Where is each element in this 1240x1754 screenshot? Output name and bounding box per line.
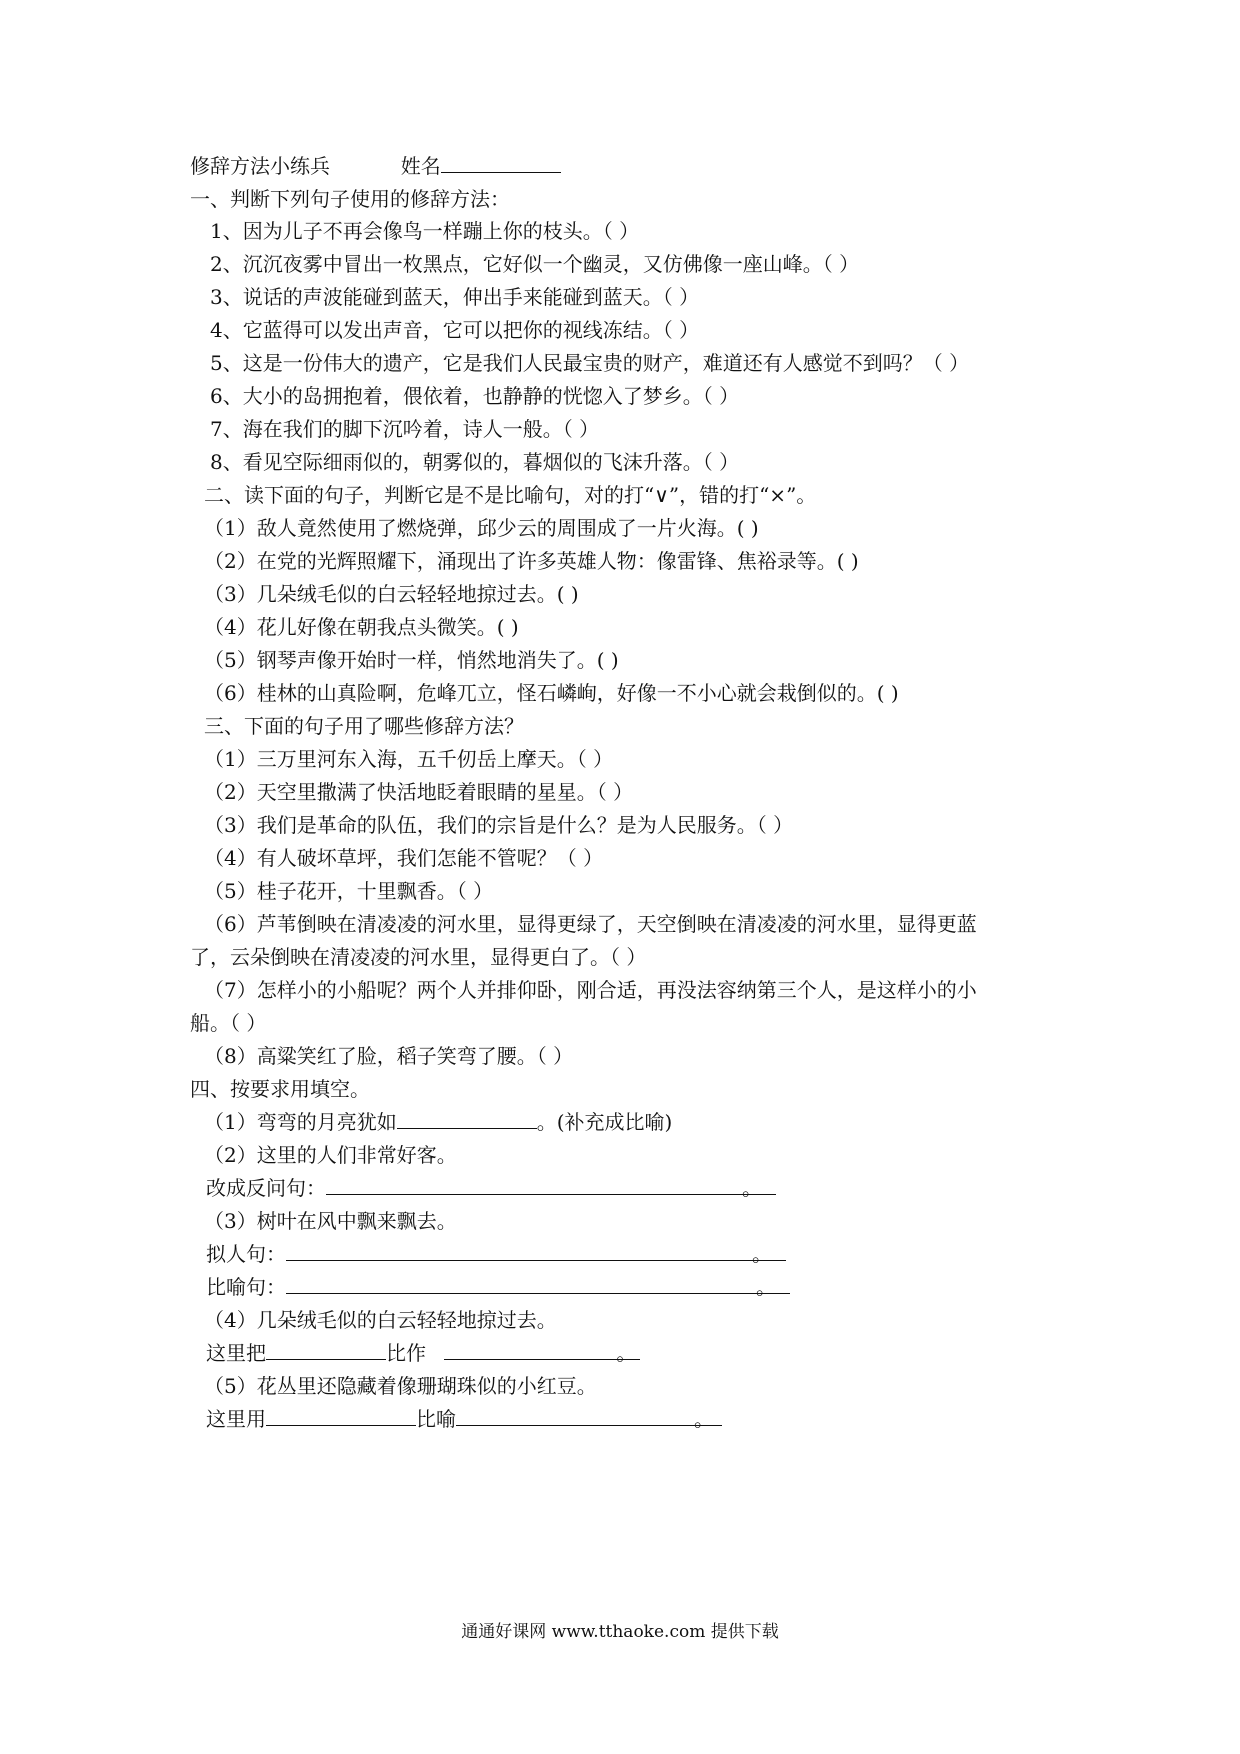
section2-item: （3）几朵绒毛似的白云轻轻地掠过去。( ) [204, 582, 579, 606]
page-title-row [190, 152, 561, 180]
section2-heading: 二、读下面的句子，判断它是不是比喻句，对的打“∨”，错的打“×”。 [204, 483, 817, 507]
q2-blank[interactable] [326, 1174, 776, 1200]
section4-q5: （5）花丛里还隐藏着像珊瑚珠似的小红豆。 [204, 1374, 597, 1398]
name-label: 姓名 [400, 154, 441, 178]
name-blank[interactable] [441, 152, 561, 173]
q1-prefix: （1）弯弯的月亮犹如 [204, 1110, 397, 1134]
section4-q1 [204, 1108, 672, 1136]
section1-item: 4、它蓝得可以发出声音，它可以把你的视线冻结。（ ） [210, 318, 700, 342]
section3-item-continued: 船。（ ） [190, 1011, 267, 1035]
section4-q3-answer-a [206, 1240, 786, 1268]
section1-item: 7、海在我们的脚下沉吟着，诗人一般。（ ） [210, 417, 600, 441]
q2-label: 改成反问句： [206, 1176, 326, 1200]
q3-period-b: 。 [756, 1275, 776, 1299]
q5-blank-b[interactable] [456, 1405, 722, 1431]
page-title: 修辞方法小练兵 [190, 154, 330, 178]
section4-heading: 四、按要求用填空。 [190, 1077, 370, 1101]
section1-item: 1、因为儿子不再会像鸟一样蹦上你的枝头。（ ） [210, 219, 640, 243]
section3-item: （6）芦苇倒映在清凌凌的河水里，显得更绿了，天空倒映在清凌凌的河水里，显得更蓝 [204, 912, 977, 936]
section2-item: （2）在党的光辉照耀下，涌现出了许多英雄人物：像雷锋、焦裕录等。( ) [204, 549, 859, 573]
section2-item: （1）敌人竟然使用了燃烧弹，邱少云的周围成了一片火海。( ) [204, 516, 759, 540]
section3-item-continued: 了，云朵倒映在清凌凌的河水里，显得更白了。（ ） [190, 945, 647, 969]
section3-item: （1）三万里河东入海，五千仞岳上摩天。（ ） [204, 747, 614, 771]
section3-item: （2）天空里撒满了快活地眨着眼睛的星星。（ ） [204, 780, 634, 804]
section1-item: 5、这是一份伟大的遗产，它是我们人民最宝贵的财产，难道还有人感觉不到吗？（ ） [210, 351, 970, 375]
section1-item: 3、说话的声波能碰到蓝天，伸出手来能碰到蓝天。（ ） [210, 285, 700, 309]
section2-item: （5）钢琴声像开始时一样，悄然地消失了。( ) [204, 648, 619, 672]
q3-blank-a[interactable] [286, 1240, 786, 1266]
section4-q2-answer [206, 1174, 776, 1202]
section4-q5-answer [206, 1405, 722, 1433]
section3-item: （8）高粱笑红了脸，稻子笑弯了腰。（ ） [204, 1044, 574, 1068]
section3-item: （5）桂子花开，十里飘香。（ ） [204, 879, 494, 903]
q4-blank-a[interactable] [266, 1339, 386, 1360]
footer-credit: 通通好课网 www.tthaoke.com 提供下载 [461, 1622, 779, 1642]
section4-q3: （3）树叶在风中飘来飘去。 [204, 1209, 457, 1233]
q5-period: 。 [694, 1407, 714, 1431]
section1-item: 8、看见空际细雨似的，朝雾似的，暮烟似的飞沫升落。（ ） [210, 450, 740, 474]
section3-item: （4）有人破坏草坪，我们怎能不管呢？（ ） [204, 846, 604, 870]
section3-heading: 三、下面的句子用了哪些修辞方法？ [204, 714, 524, 738]
q4-label-a: 这里把 [206, 1341, 266, 1365]
q4-period: 。 [616, 1341, 637, 1365]
q1-suffix: 。(补充成比喻) [536, 1110, 673, 1134]
q1-blank[interactable] [397, 1108, 537, 1129]
q4-blank-b[interactable] [444, 1339, 640, 1365]
section4-q2: （2）这里的人们非常好客。 [204, 1143, 457, 1167]
q4-label-b: 比作 [386, 1341, 426, 1365]
section4-q3-answer-b [206, 1273, 790, 1301]
section1-heading: 一、判断下列句子使用的修辞方法： [190, 187, 510, 211]
q5-blank-a[interactable] [266, 1405, 416, 1426]
q3-blank-b[interactable] [286, 1273, 790, 1299]
q5-label-b: 比喻 [416, 1407, 456, 1431]
section1-item: 2、沉沉夜雾中冒出一枚黑点，它好似一个幽灵，又仿佛像一座山峰。（ ） [210, 252, 860, 276]
section2-item: （6）桂林的山真险啊，危峰兀立，怪石嶙峋，好像一不小心就会栽倒似的。( ) [204, 681, 899, 705]
section2-item: （4）花儿好像在朝我点头微笑。( ) [204, 615, 519, 639]
q3-label-a: 拟人句： [206, 1242, 286, 1266]
section4-q4-answer [206, 1339, 640, 1367]
section3-item: （7）怎样小的小船呢？两个人并排仰卧，刚合适，再没法容纳第三个人，是这样小的小 [204, 978, 977, 1002]
q2-period: 。 [742, 1176, 762, 1200]
q3-label-b: 比喻句： [206, 1275, 286, 1299]
q5-label-a: 这里用 [206, 1407, 266, 1431]
section4-q4: （4）几朵绒毛似的白云轻轻地掠过去。 [204, 1308, 557, 1332]
section3-item: （3）我们是革命的队伍，我们的宗旨是什么？是为人民服务。（ ） [204, 813, 794, 837]
q3-period-a: 。 [752, 1242, 772, 1266]
section1-item: 6、大小的岛拥抱着，偎依着，也静静的恍惚入了梦乡。（ ） [210, 384, 740, 408]
